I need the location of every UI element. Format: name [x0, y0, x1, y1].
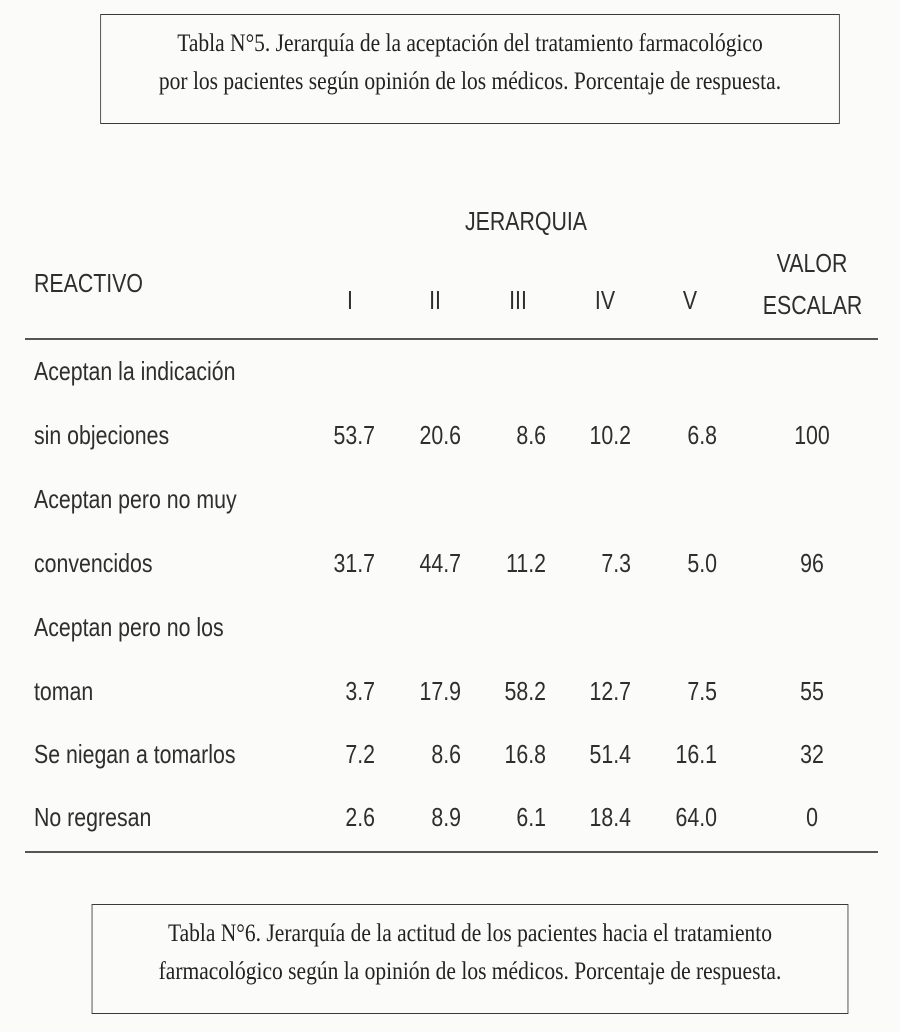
value-cell: 11.2	[506, 548, 546, 578]
value-cell: 12.7	[589, 676, 631, 706]
value-cell: 18.4	[589, 802, 631, 832]
value-cell: 31.7	[333, 548, 375, 578]
value-cell: 8.6	[516, 420, 546, 450]
value-cell: 7.2	[345, 739, 375, 769]
valor-cell: 0	[806, 802, 818, 832]
valor-cell: 96	[800, 548, 824, 578]
row-label-line-2: toman	[34, 676, 94, 706]
value-cell: 8.6	[431, 739, 461, 769]
value-cell: 58.2	[504, 676, 546, 706]
row-label-line-1: Aceptan pero no los	[34, 612, 224, 642]
value-cell: 8.9	[431, 802, 461, 832]
valor-cell: 55	[800, 676, 824, 706]
value-cell: 44.7	[419, 548, 461, 578]
bottom-rule	[25, 851, 878, 853]
row-label-line-2: sin objeciones	[34, 420, 170, 450]
value-cell: 10.2	[589, 420, 631, 450]
value-cell: 20.6	[419, 420, 461, 450]
row-label-line-1: Aceptan pero no muy	[34, 484, 237, 514]
value-cell: 53.7	[333, 420, 375, 450]
valor-header-line-1: VALOR	[776, 248, 848, 278]
table-6-caption	[92, 904, 849, 1014]
value-cell: 17.9	[419, 676, 461, 706]
value-cell: 7.3	[601, 548, 631, 578]
row-label-line-1: Se niegan a tomarlos	[34, 739, 236, 769]
value-cell: 6.8	[687, 420, 717, 450]
row-label-line-1: No regresan	[34, 802, 152, 832]
column-header-I: I	[347, 285, 353, 315]
column-header-V: V	[682, 285, 698, 315]
value-cell: 64.0	[675, 802, 717, 832]
table-6-caption-line-1: Tabla N°6. Jerarquía de la actitud de los pacientes hacia el tratamiento	[167, 920, 773, 947]
group-header: JERARQUIA	[464, 206, 588, 236]
table-6-caption-line-2: farmacológico según la opinión de los médicos. Porcentaje de respuesta.	[158, 958, 782, 985]
table-5-caption-line-2: por los pacientes según opinión de los médicos. Porcentaje de respuesta.	[158, 68, 782, 95]
value-cell: 2.6	[345, 802, 375, 832]
value-cell: 7.5	[687, 676, 717, 706]
value-cell: 5.0	[687, 548, 717, 578]
value-cell: 6.1	[516, 802, 546, 832]
reactivo-header: REACTIVO	[34, 268, 143, 298]
value-cell: 3.7	[345, 676, 375, 706]
valor-header-line-2: ESCALAR	[762, 290, 863, 320]
header-rule	[25, 338, 878, 340]
valor-cell: 100	[794, 420, 830, 450]
table-5-caption-line-1: Tabla N°5. Jerarquía de la aceptación del tratamiento farmacológico	[177, 30, 763, 57]
valor-cell: 32	[800, 739, 824, 769]
table-5-caption	[100, 14, 840, 124]
column-header-IV: IV	[594, 285, 616, 315]
row-label-line-1: Aceptan la indicación	[34, 356, 236, 386]
value-cell: 16.8	[504, 739, 546, 769]
value-cell: 51.4	[589, 739, 631, 769]
row-label-line-2: convencidos	[34, 548, 153, 578]
column-header-II: II	[429, 285, 441, 315]
column-header-III: III	[509, 285, 527, 315]
value-cell: 16.1	[675, 739, 717, 769]
